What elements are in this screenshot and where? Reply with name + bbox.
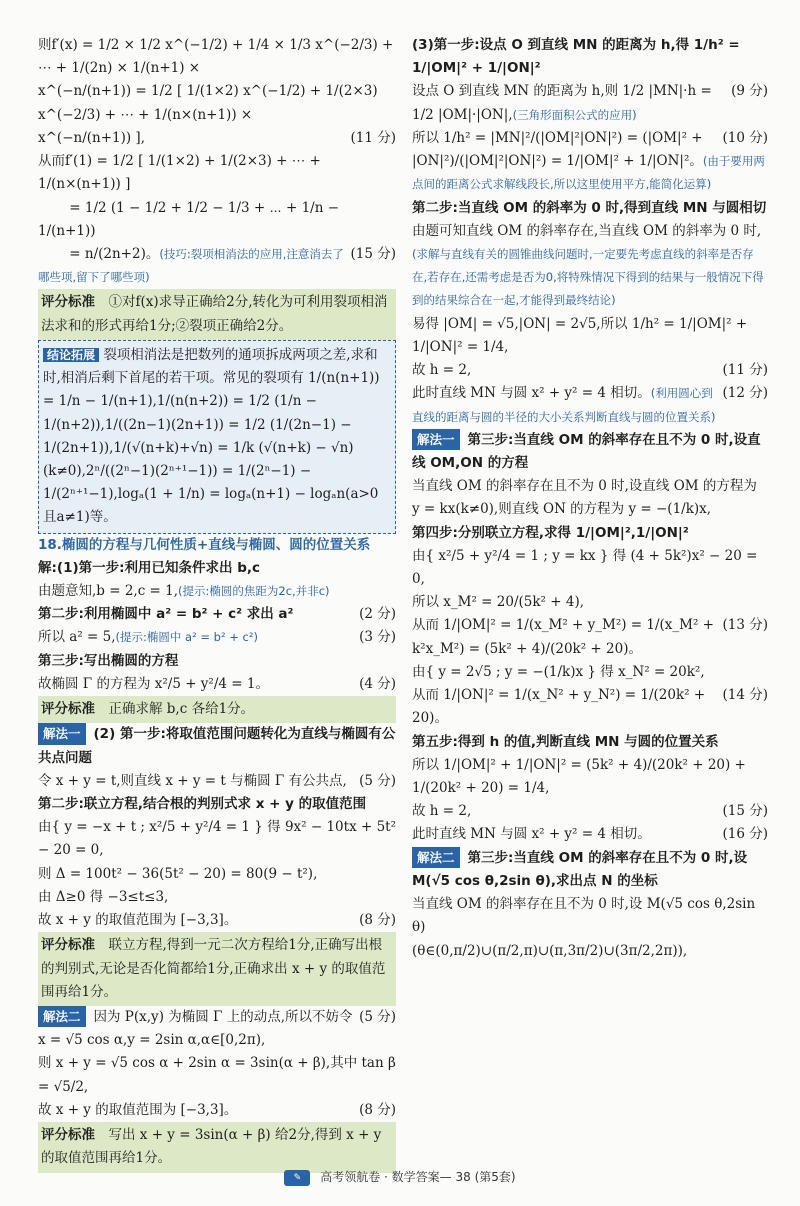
math-text: 当直线 OM 的斜率存在且不为 0 时,设直线 OM 的方程为 y = kx(k≠0),则直线 ON 的方程为 y = −(1/k)x, [412, 478, 757, 518]
score-mark: (8 分) [359, 912, 396, 929]
solution-line [38, 673, 396, 696]
scoring-standard [38, 696, 396, 723]
math-text: 由题可知直线 OM 的斜率存在,当直线 OM 的斜率为 0 时, [412, 222, 762, 239]
solution-line [412, 684, 768, 730]
math-text: = 1/2 (1 − 1/2 + 1/2 − 1/3 + ⋯ + 1/n − 1/(n+1)) [38, 199, 340, 239]
solution-line [38, 863, 396, 886]
math-text: x^(−n/(n+1)) ], [38, 129, 145, 146]
solution-line [412, 940, 768, 963]
conclusion-box [38, 340, 396, 534]
math-text: 令 x + y = t,则直线 x + y = t 与椭圆 Γ 有公共点, [38, 772, 347, 789]
math-text: (θ∈(0,π/2)∪(π/2,π)∪(π,3π/2)∪(3π/2,2π)), [412, 942, 688, 959]
score-mark: (8 分) [359, 1101, 396, 1118]
step-heading: 第二步:当直线 OM 的斜率为 0 时,得到直线 MN 与圆相切 [412, 199, 767, 216]
step-heading: 第五步:得到 h 的值,判断直线 MN 与圆的位置关系 [412, 733, 719, 750]
method-badge: 解法二 [38, 1006, 86, 1028]
solution-line [412, 220, 768, 313]
solution-line [38, 1052, 396, 1098]
conclusion-text: 裂项相消法是把数列的通项拆成两项之差,求和时,相消后剩下首尾的若干项。常见的裂项有 1/(n(n+1)) = 1/n − 1/(n+1),1/(n(n+2)) = 1/2 (1/n − 1/(n+2)),1/((2n−1)(2n+1)) = 1/2 (1/(2n−1) − 1/(2n+1)),1/(√(n+k)+√n) = 1/k (√(n+k) − √n)(k≠0),2ⁿ/((2ⁿ−1)(2ⁿ⁺¹−1)) = 1/(2ⁿ−1) − 1/(2ⁿ⁺¹−1),logₐ(1 + 1/n) = logₐ(n+1) − logₐn(a>0且a≠1)等。 [43, 346, 380, 526]
scoring-text: ①对f(x)求导正确给2分,转化为可利用裂项相消法求和的形式再给1分;②裂项正确给2分。 [41, 294, 388, 334]
solution-line [412, 34, 768, 80]
score-mark: (5 分) [359, 1008, 396, 1025]
score-mark: (3 分) [359, 629, 396, 646]
score-mark: (11 分) [350, 129, 396, 146]
solution-line [412, 661, 768, 684]
solution-line [412, 382, 768, 428]
solution-line [38, 793, 396, 816]
scoring-standard [38, 1122, 396, 1172]
step-heading: 第三步:当直线 OM 的斜率存在且不为 0 时,设直线 OM,ON 的方程 [412, 431, 761, 471]
score-mark: (2 分) [359, 606, 396, 623]
solution-line [412, 429, 768, 475]
solution-line [38, 816, 396, 862]
score-mark: (16 分) [722, 826, 768, 843]
math-text: 所以 x_M² = 20/(5k² + 4), [412, 594, 584, 611]
right-column [412, 34, 768, 1148]
solution-line [412, 127, 768, 197]
step-heading: 第四步:分别联立方程,求得 1/|OM|²,1/|ON|² [412, 524, 689, 541]
solution-line [38, 603, 396, 626]
solution-line [38, 197, 396, 243]
math-text: 因为 P(x,y) 为椭圆 Γ 上的动点,所以不妨令 x = √5 cos α,y = 2sin α,α∈[0,2π), [38, 1008, 353, 1049]
solution-line [412, 731, 768, 754]
solution-line [38, 580, 396, 603]
solution-line [38, 650, 396, 673]
score-mark: (11 分) [722, 362, 768, 379]
math-text: 所以 1/h² = |MN|²/(|OM|²|ON|²) = (|OM|² + |ON|²)/(|OM|²|ON|²) = 1/|OM|² + 1/|ON|²。 [412, 129, 703, 170]
math-text: 由{ x²/5 + y²/4 = 1 ; y = kx } 得 (4 + 5k²)x² − 20 = 0, [412, 547, 758, 588]
math-text: 故 h = 2, [412, 362, 472, 379]
step-heading: 第二步:利用椭圆中 a² = b² + c² 求出 a² [38, 606, 294, 623]
method-badge: 解法一 [38, 723, 86, 745]
math-text: 由{ y = −x + t ; x²/5 + y²/4 = 1 } 得 9x² − 10tx + 5t² − 20 = 0, [38, 819, 397, 859]
solution-line [412, 197, 768, 220]
question-number: 18. [38, 536, 62, 553]
score-mark: (5 分) [359, 772, 396, 789]
scoring-label: 评分标准 [41, 937, 95, 954]
question-heading [38, 534, 396, 557]
scoring-label: 评分标准 [41, 294, 95, 311]
math-text: 易得 |OM| = √5,|ON| = 2√5,所以 1/h² = 1/|OM|² + 1/|ON|² = 1/4, [412, 315, 748, 355]
solution-line [38, 770, 396, 793]
step-heading: (3)第一步:设点 O 到直线 MN 的距离为 h,得 1/h² = 1/|OM|² + 1/|ON|² [412, 37, 740, 77]
annotation-note: (三角形面积公式的应用) [512, 107, 637, 122]
scoring-text: 联立方程,得到一元二次方程给1分,正确写出根的判别式,无论是否化简都给1分,正确求出 x + y 的取值范围再给1分。 [41, 937, 386, 1000]
annotation-note: (提示:椭圆的焦距为2c,并非c) [178, 584, 330, 599]
scoring-text: 写出 x + y = 3sin(α + β) 给2分,得到 x + y 的取值范围再给1分。 [41, 1127, 382, 1167]
solution-line [38, 723, 396, 769]
scoring-text: 正确求解 b,c 各给1分。 [108, 701, 255, 718]
page-footer [0, 1168, 800, 1186]
math-text: 故 x + y 的取值范围为 [−3,3]。 [38, 912, 238, 929]
solution-line [38, 34, 396, 80]
solution-line [38, 557, 396, 580]
conclusion-label: 结论拓展 [43, 348, 99, 362]
solution-line [412, 545, 768, 591]
annotation-note: (技巧:裂项相消法的应用,注意消去了哪些项,留下了哪些项) [38, 246, 344, 285]
step-heading: (2) 第一步:将取值范围问题转化为直线与椭圆有公共点问题 [38, 726, 396, 766]
score-mark: (15 分) [722, 803, 768, 820]
annotation-note: (利用圆心到直线的距离与圆的半径的大小关系判断直线与圆的位置关系) [412, 386, 716, 424]
solution-line [38, 1099, 396, 1122]
step-heading: 第三步:当直线 OM 的斜率存在且不为 0 时,设 M(√5 cos θ,2sin θ),求出点 N 的坐标 [412, 849, 748, 889]
math-text: 由{ y = 2√5 ; y = −(1/k)x } 得 x_N² = 20k², [412, 663, 705, 680]
score-mark: (9 分) [731, 83, 768, 100]
solution-line [412, 313, 768, 359]
solution-line [412, 614, 768, 660]
math-text: 此时直线 MN 与圆 x² + y² = 4 相切。 [412, 385, 651, 402]
math-text: = n/(2n+2)。 [38, 245, 160, 262]
math-text: 则 Δ = 100t² − 36(5t² − 20) = 80(9 − t²), [38, 865, 318, 882]
math-text: 当直线 OM 的斜率存在且不为 0 时,设 M(√5 cos θ,2sin θ) [412, 896, 756, 936]
scoring-label: 评分标准 [41, 701, 95, 718]
solution-line [38, 909, 396, 932]
scoring-label: 评分标准 [41, 1127, 95, 1144]
score-mark: (12 分) [722, 385, 768, 402]
footer-text: 高考领航卷 · 数学答案— 38 (第5套) [320, 1170, 516, 1184]
math-text: 故 x + y 的取值范围为 [−3,3]。 [38, 1101, 238, 1118]
method-badge: 解法一 [412, 429, 460, 451]
scoring-standard [38, 289, 396, 339]
solution-line [412, 823, 768, 846]
score-mark: (4 分) [359, 675, 396, 692]
math-text: 故 h = 2, [412, 803, 472, 820]
math-text: 所以 a² = 5, [38, 629, 116, 646]
step-heading: 第二步:联立方程,结合根的判别式求 x + y 的取值范围 [38, 796, 367, 812]
publisher-logo: ✎ [284, 1170, 310, 1186]
solution-line [38, 127, 396, 150]
solution-line [38, 626, 396, 649]
solution-line [38, 80, 396, 126]
math-text: 由题意知,b = 2,c = 1, [38, 583, 179, 600]
solution-line [412, 847, 768, 893]
solution-line [38, 243, 396, 289]
annotation-note: (求解与直线有关的圆锥曲线问题时,一定要先考虑直线的斜率是否存在,若存在,还需考虑是否为0,将特殊情况下得到的结果与一般情况下得到的结果综合在一起,才能得到最终结论) [412, 246, 764, 308]
math-text: 则 x + y = √5 cos α + 2sin α = 3sin(α + β),其中 tan β = √5/2, [38, 1055, 396, 1095]
solution-line [412, 800, 768, 823]
math-text: 从而f′(1) = 1/2 [ 1/(1×2) + 1/(2×3) + ⋯ + 1/(n×(n+1)) ] [38, 153, 321, 193]
solution-line [412, 591, 768, 614]
solution-line [38, 886, 396, 909]
scoring-standard [38, 932, 396, 1006]
solution-line [412, 893, 768, 939]
question-topic: 椭圆的方程与几何性质+直线与椭圆、圆的位置关系 [61, 536, 371, 553]
annotation-note: (由于要用两点间的距离公式求解线段长,所以这里使用平方,能简化运算) [412, 154, 765, 192]
math-text: 设点 O 到直线 MN 的距离为 h,则 1/2 |MN|·h = 1/2 |OM|·|ON|, [412, 83, 712, 123]
step-heading: 第三步:写出椭圆的方程 [38, 652, 179, 669]
method-badge: 解法二 [412, 847, 460, 869]
score-mark: (10 分) [722, 129, 768, 146]
solution-line [38, 150, 396, 196]
step-heading: 解:(1)第一步:利用已知条件求出 b,c [38, 559, 261, 576]
score-mark: (14 分) [722, 687, 768, 704]
math-text: 所以 1/|OM|² + 1/|ON|² = (5k² + 4)/(20k² + 20) + 1/(20k² + 20) = 1/4, [412, 756, 746, 796]
math-text: 故椭圆 Γ 的方程为 x²/5 + y²/4 = 1。 [38, 675, 269, 692]
solution-line [412, 80, 768, 126]
math-text: 此时直线 MN 与圆 x² + y² = 4 相切。 [412, 826, 651, 843]
score-mark: (15 分) [350, 245, 396, 262]
solution-line [38, 1006, 396, 1052]
math-text: 从而 1/|OM|² = 1/(x_M² + y_M²) = 1/(x_M² + k²x_M²) = (5k² + 4)/(20k² + 20)。 [412, 617, 714, 657]
math-text: 由 Δ≥0 得 −3≤t≤3, [38, 888, 169, 905]
score-mark: (13 分) [722, 617, 768, 634]
math-text: 从而 1/|ON|² = 1/(x_N² + y_N²) = 1/(20k² + 20)。 [412, 687, 706, 727]
solution-line [412, 359, 768, 382]
math-text: 则f′(x) = 1/2 × 1/2 x^(−1/2) + 1/4 × 1/3 x^(−2/3) + ⋯ + 1/(2n) × 1/(n+1) × [38, 37, 394, 77]
solution-line [412, 754, 768, 800]
left-column [38, 34, 397, 1167]
annotation-note: (提示:椭圆中 a² = b² + c²) [115, 630, 258, 645]
solution-line [412, 522, 768, 545]
solution-line [412, 475, 768, 521]
math-text: x^(−n/(n+1)) = 1/2 [ 1/(1×2) x^(−1/2) + 1/(2×3) x^(−2/3) + ⋯ + 1/(n×(n+1)) × [38, 83, 378, 123]
